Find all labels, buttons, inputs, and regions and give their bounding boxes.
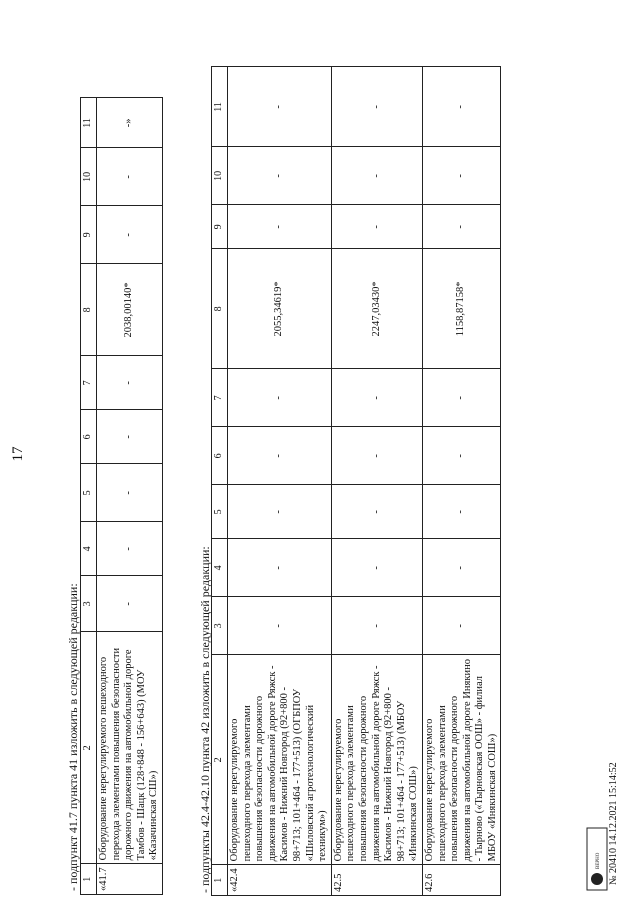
table-row (97, 98, 163, 895)
cell-value: - (97, 522, 163, 576)
cell-value: - (422, 485, 501, 539)
cell-value: - (331, 369, 422, 427)
cell-amount: 2247,03430* (331, 249, 422, 369)
cell-amount: 2055,34619* (228, 249, 332, 369)
cell-value: - (422, 597, 501, 655)
page-number: 17 (10, 446, 26, 462)
column-number: 7 (212, 369, 228, 427)
column-number: 1 (81, 864, 97, 895)
row-number: «42.4 (228, 865, 332, 896)
column-number: 5 (81, 464, 97, 522)
cell-value: - (422, 67, 501, 147)
row-description: Оборудование нерегулируемого пешеходного перехода элементами повышения безопасности дорожного движения на автомобильной дороге Ряжск - Касимов - Нижний Новгород (92+800 - 98+713; 101+464 - 177+513) (МБОУ «Инякинская СОШ») (331, 655, 422, 865)
column-number: 10 (212, 147, 228, 205)
cell-value: - (422, 539, 501, 597)
cell-value: - (331, 485, 422, 539)
cell-value: - (331, 427, 422, 485)
cell-value: - (97, 148, 163, 206)
cell-value: - (228, 147, 332, 205)
table-header-row (212, 67, 228, 896)
cell-value: - (422, 205, 501, 249)
column-number: 8 (212, 249, 228, 369)
cell-amount: 2038,00140* (97, 264, 163, 356)
row-description: Оборудование нерегулируемого пешеходного перехода элементами повышения безопасности дорожного движения на автомобильной дороге Инякино - Тырново («Тырновская ООШ» - филиал МБОУ «Инякинская СОШ») (422, 655, 501, 865)
column-number: 10 (81, 148, 97, 206)
row-description: Оборудование нерегулируемого пешеходного перехода элементами повышения безопасности дорожного движения на автомобильной дороге Тамбов - Шацк (128+848 - 156+643) (МОУ «Казачинская СШ») (97, 632, 163, 864)
registration-stamp-icon (586, 827, 608, 891)
cell-value: - (331, 147, 422, 205)
cell-value: - (228, 485, 332, 539)
row-number: «41.7 (97, 864, 163, 895)
cell-value: - (331, 539, 422, 597)
cell-value: - (228, 539, 332, 597)
cell-value: - (228, 369, 332, 427)
registration-info: № 20410 14.12.2021 15:14:52 (608, 762, 619, 885)
column-number: 3 (81, 576, 97, 632)
column-number: 6 (212, 427, 228, 485)
cell-value: - (422, 427, 501, 485)
cell-value: - (228, 205, 332, 249)
cell-value: - (331, 205, 422, 249)
column-number: 5 (212, 485, 228, 539)
cell-value: - (422, 369, 501, 427)
row-number: 42.6 (422, 865, 501, 896)
table-row (228, 67, 332, 896)
column-number: 1 (212, 865, 228, 896)
cell-value: - (228, 67, 332, 147)
column-number: 2 (212, 655, 228, 865)
cell-value: - (97, 464, 163, 522)
table-41 (80, 97, 163, 895)
instruction-42: - подпункты 42.4-42.10 пункта 42 изложить в следующей редакции: (198, 546, 212, 893)
column-number: 2 (81, 632, 97, 864)
table-row (422, 67, 501, 896)
column-number: 3 (212, 597, 228, 655)
instruction-41-7: - подпункт 41.7 пункта 41 изложить в следующей редакции: (66, 583, 80, 891)
table-42 (211, 66, 501, 896)
cell-value: - (228, 597, 332, 655)
column-number: 4 (81, 522, 97, 576)
cell-value: - (97, 206, 163, 264)
cell-amount: 1158,87158* (422, 249, 501, 369)
cell-value: - (97, 356, 163, 410)
column-number: 9 (212, 205, 228, 249)
cell-value: -» (97, 98, 163, 148)
cell-value: - (228, 427, 332, 485)
stamp-label: ВЕРНО (596, 852, 601, 869)
cell-value: - (331, 597, 422, 655)
row-description: Оборудование нерегулируемого пешеходного перехода элементами повышения безопасности дорожного движения на автомобильной дороге Ряжск - Касимов - Нижний Новгород (92+800 - 98+713; 101+464 - 177+513) (ОГБПОУ «Шиловский агротехнологический техникум») (228, 655, 332, 865)
table-row (331, 67, 422, 896)
cell-value: - (331, 67, 422, 147)
column-number: 4 (212, 539, 228, 597)
column-number: 6 (81, 410, 97, 464)
column-number: 8 (81, 264, 97, 356)
cell-value: - (97, 410, 163, 464)
table-header-row (81, 98, 97, 895)
column-number: 11 (212, 67, 228, 147)
column-number: 7 (81, 356, 97, 410)
column-number: 11 (81, 98, 97, 148)
cell-value: - (422, 147, 501, 205)
row-number: 42.5 (331, 865, 422, 896)
column-number: 9 (81, 206, 97, 264)
cell-value: - (97, 576, 163, 632)
